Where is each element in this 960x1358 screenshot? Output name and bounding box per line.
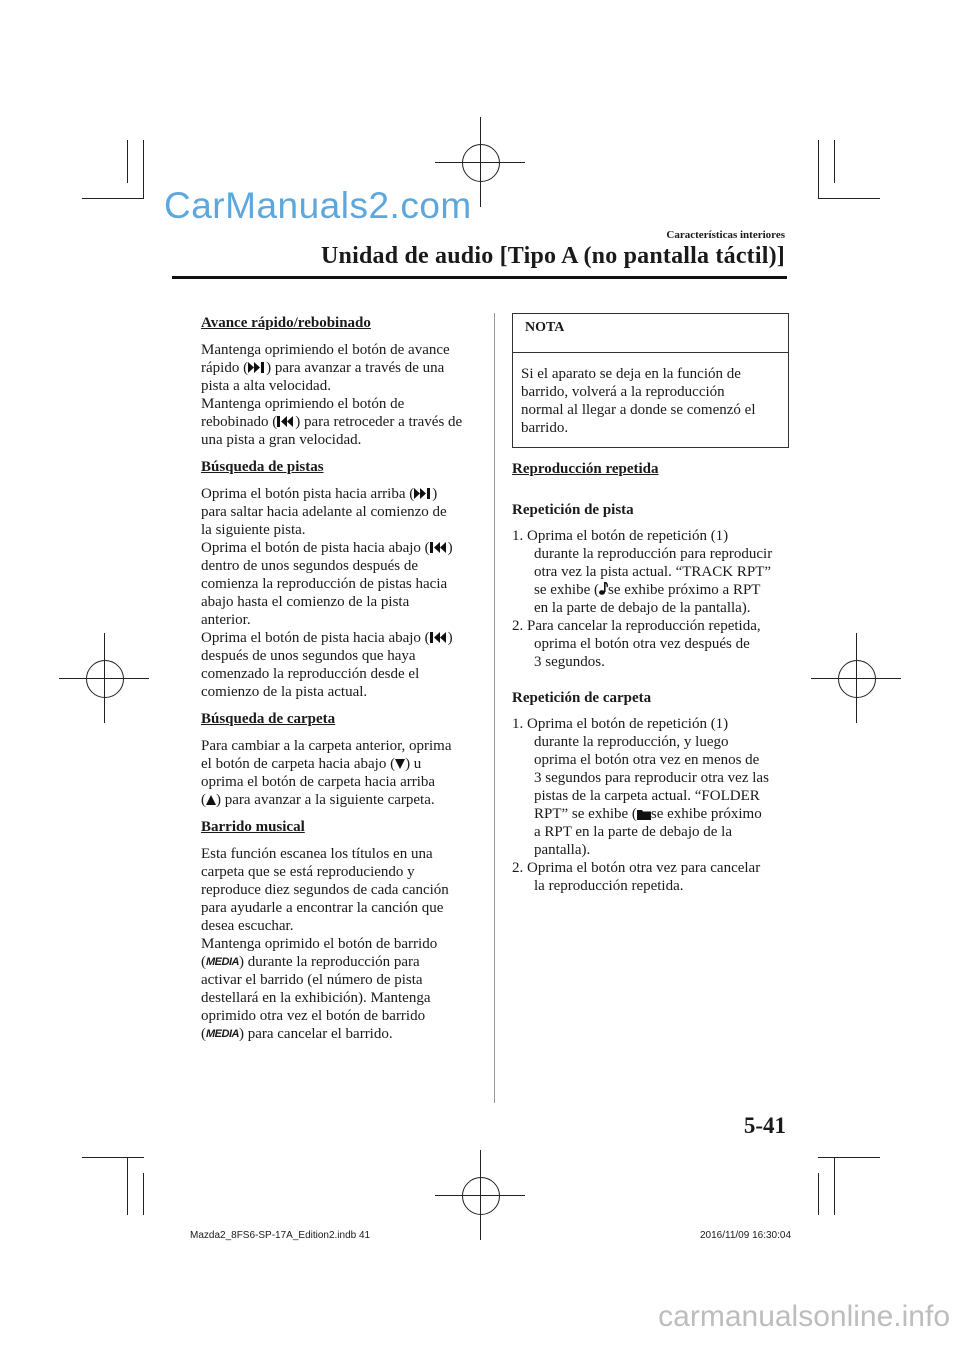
crop-mark <box>818 198 880 199</box>
folder-icon <box>637 808 651 820</box>
heading-track-search: Búsqueda de pistas <box>201 459 324 475</box>
crop-mark <box>143 1173 144 1215</box>
note-box <box>512 313 789 448</box>
track-down-icon <box>430 541 448 554</box>
crop-mark <box>127 140 128 183</box>
header-rule <box>172 276 787 279</box>
crop-mark <box>82 1157 144 1158</box>
footer-date: 2016/11/09 16:30:04 <box>700 1230 792 1241</box>
crop-mark <box>818 1157 880 1158</box>
music-note-icon <box>599 582 608 596</box>
heading-music-scan: Barrido musical <box>201 819 305 835</box>
crop-mark <box>143 140 144 198</box>
watermark-logo[interactable]: CarManuals2.com <box>164 185 472 226</box>
section-label: Características interiores <box>666 229 785 241</box>
folder-up-icon <box>206 794 216 806</box>
text-line: rebobinado ( ) para retroceder a través de <box>201 414 463 430</box>
crop-mark <box>818 1173 819 1215</box>
subheading-track-repeat: Repetición de pista <box>512 502 634 518</box>
media-button-icon: MEDIA <box>206 1028 239 1040</box>
crop-mark <box>82 198 144 199</box>
text-line: rápido ( ) para avanzar a través de una <box>201 360 445 376</box>
column-divider <box>494 313 495 1103</box>
page-title: Unidad de audio [Tipo A (no pantalla táctil)] <box>321 243 785 269</box>
text-line: pista a alta velocidad. <box>201 378 331 394</box>
left-column: Avance rápido/rebobinado Mantenga oprimiendo el botón de avance rápido ( ) para avanzar a través de una pista a alta velocidad. Mantenga oprimiendo el botón de rebobinado ( ) para retroceder a través de una pista a gran velocidad. Búsqueda de pistas Oprima el botón pista hacia arriba ( ) para saltar hacia adelante al comienzo de la siguiente pista. Oprima el botón de pista hacia abajo ( ) dentro de unos segundos después de comienza la reproducción de pistas hacia abajo hasta el comienzo de la pista anterior. Oprima el botón de pista hacia abajo ( ) después de unos segundos que haya comenzado la reproducción desde el comienzo de la pista actual. Búsqueda de carpeta Para cambiar a la carpeta anterior, oprima el botón de carpeta hacia abajo ( ) u oprima el botón de carpeta hacia arriba ( ) para avanzar a la siguiente carpeta. Barrido musical Esta función escanea los títulos en una carpeta que se está reproduciendo y reproduce diez segundos de cada canción para ayudarle a encontrar la canción que desea escuchar. Mantenga oprimido el botón de barrido (MEDIA) durante la reproducción para activar el barrido (el número de pista destellará en la exhibición). Mantenga oprimido otra vez el botón de barrido (MEDIA) para cancelar el barrido. <box>201 314 486 1043</box>
text-line: Mantenga oprimiendo el botón de avance <box>201 342 450 358</box>
right-column: Reproducción repetida Repetición de pista 1. Oprima el botón de repetición (1) durante la reproducción para reproducir otra vez la pista actual. “TRACK RPT” se exhibe ( se exhibe próximo a RPT en la parte de debajo de la pantalla). 2. Para cancelar la reproducción repetida, oprima el botón otra vez después de 3 segundos. Repetición de carpeta 1. Oprima el botón de repetición (1) durante la reproducción, y luego oprima el botón otra vez en menos de 3 segundos para reproducir otra vez las pistas de la carpeta actual. “FOLDER RPT” se exhibe ( se exhibe próximo a RPT en la parte de debajo de la pantalla). 2. Oprima el botón otra vez para cancelar la reproducción repetida. <box>512 460 792 895</box>
crop-mark <box>834 1157 835 1215</box>
folder-down-icon <box>395 758 405 770</box>
crop-mark <box>127 1157 128 1215</box>
page-number: 5-41 <box>743 1113 786 1138</box>
track-down-icon <box>430 631 448 644</box>
fast-forward-icon <box>248 361 266 374</box>
heading-repeat-playback: Reproducción repetida <box>512 461 659 477</box>
heading-fast-forward: Avance rápido/rebobinado <box>201 315 371 331</box>
text-line: Mantenga oprimiendo el botón de <box>201 396 405 412</box>
crop-mark <box>818 140 819 198</box>
text-line: una pista a gran velocidad. <box>201 432 362 448</box>
watermark-bottom[interactable]: carmanualsonline.info <box>658 1300 950 1333</box>
rewind-icon <box>277 415 295 428</box>
track-up-icon <box>414 487 432 500</box>
footer-file: Mazda2_8FS6-SP-17A_Edition2.indb 41 <box>190 1230 371 1241</box>
subheading-folder-repeat: Repetición de carpeta <box>512 690 652 706</box>
note-body: Si el aparato se deja en la función de barrido, volverá a la reproducción normal al llegar a donde se comenzó el barrido. <box>521 366 756 436</box>
note-label: NOTA <box>513 314 788 353</box>
heading-folder-search: Búsqueda de carpeta <box>201 711 336 727</box>
crop-mark <box>834 140 835 183</box>
media-button-icon: MEDIA <box>206 956 239 968</box>
